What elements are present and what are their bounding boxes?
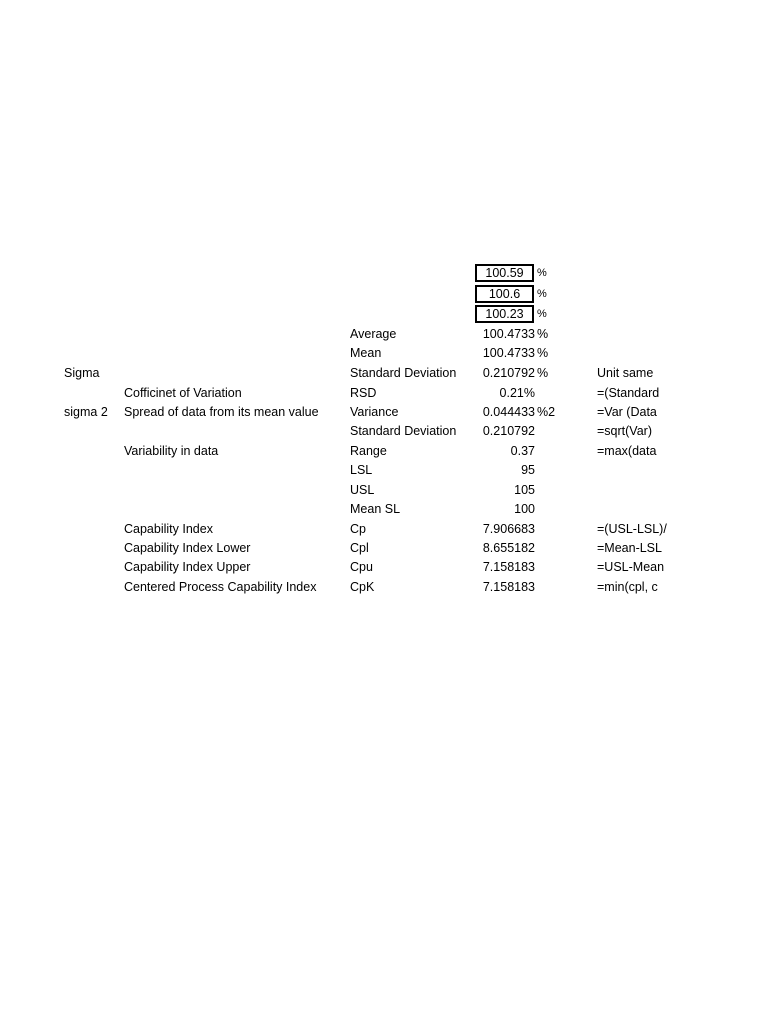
row-cpl-value: 8.655182 (482, 541, 535, 555)
row-variance-a: sigma 2 (64, 405, 108, 419)
row-cpk-label: CpK (350, 580, 375, 594)
row-cpk-value: 7.158183 (482, 580, 535, 594)
row-cpu-a (64, 558, 124, 577)
row-cp-a (64, 520, 124, 539)
row-variance-label: Variance (350, 405, 399, 419)
row-meansl-b (124, 500, 350, 519)
row-sigma-a: Sigma (64, 366, 100, 380)
input-unit-1: % (537, 267, 547, 279)
row-range-a (64, 442, 124, 461)
row-meansl-note (597, 500, 658, 519)
input-unit-2: % (537, 288, 547, 300)
row-rsd-description: Cofficinet of Variation (124, 386, 242, 400)
row-cpk-description: Centered Process Capability Index (124, 580, 317, 594)
row-meansl-value[interactable]: 100 (514, 502, 535, 516)
row-average-a (64, 325, 124, 344)
row-usl-a (64, 481, 124, 500)
row-range-note: =max(data (597, 444, 657, 458)
row-meansl-unit (537, 500, 577, 519)
row-sigma-note: Unit same (597, 366, 654, 380)
row-mean-note (597, 344, 658, 363)
row-usl-value[interactable]: 105 (514, 483, 535, 497)
row-sigma-label: Standard Deviation (350, 366, 457, 380)
row-stdev2-label: Standard Deviation (350, 424, 457, 438)
row-cpu-label: Cpu (350, 560, 373, 574)
row-range-label: Range (350, 444, 387, 458)
row-range-description: Variability in data (124, 444, 219, 458)
row-range-unit (537, 442, 577, 461)
row-sigma-value: 0.210792 (482, 366, 535, 380)
row-variance-value: 0.044433 (482, 405, 535, 419)
row-rsd-unit (537, 384, 577, 403)
row-cpu-description: Capability Index Upper (124, 560, 251, 574)
row-mean-a (64, 344, 124, 363)
row-average-note (597, 325, 658, 344)
row-cpk-note: =min(cpl, c (597, 580, 658, 594)
input-cell-1[interactable]: 100.59 (475, 264, 534, 282)
row-cpl-description: Capability Index Lower (124, 541, 251, 555)
row-cpu-note: =USL-Mean (597, 560, 665, 574)
row-lsl-value[interactable]: 95 (521, 463, 535, 477)
row-lsl-unit (537, 461, 577, 480)
input-unit-3: % (537, 308, 547, 320)
row-range-value: 0.37 (510, 444, 535, 458)
row-stdev2-unit (537, 422, 577, 441)
row-mean-value: 100.4733 (482, 346, 535, 360)
row-rsd-a (64, 384, 124, 403)
input-cell-3[interactable]: 100.23 (475, 305, 534, 323)
row-cp-description: Capability Index (124, 522, 213, 536)
row-cp-label: Cp (350, 522, 366, 536)
row-average-label: Average (350, 327, 397, 341)
row-sigma-unit: % (537, 366, 549, 380)
row-average-b (124, 325, 350, 344)
row-cpu-unit (537, 558, 577, 577)
row-cpk-unit (537, 578, 577, 597)
row-cpk-a (64, 578, 124, 597)
row-lsl-a (64, 461, 124, 480)
row-average-unit: % (537, 327, 549, 341)
row-mean-b (124, 344, 350, 363)
row-cpl-unit (537, 539, 577, 558)
row-meansl-a (64, 500, 124, 519)
input-cell-2[interactable]: 100.6 (475, 285, 534, 303)
row-meansl-label: Mean SL (350, 502, 401, 516)
row-rsd-label: RSD (350, 386, 377, 400)
row-usl-note (597, 481, 658, 500)
row-cp-value: 7.906683 (482, 522, 535, 536)
row-rsd-note: =(Standard (597, 386, 660, 400)
row-cpl-note: =Mean-LSL (597, 541, 662, 555)
row-lsl-b (124, 461, 350, 480)
row-stdev2-b (124, 422, 350, 441)
row-variance-unit: %2 (537, 405, 556, 419)
row-mean-label: Mean (350, 346, 382, 360)
row-cpl-label: Cpl (350, 541, 369, 555)
row-rsd-value: 0.21% (499, 386, 535, 400)
row-stdev2-note: =sqrt(Var) (597, 424, 652, 438)
row-cp-unit (537, 520, 577, 539)
row-cpl-a (64, 539, 124, 558)
row-average-value: 100.4733 (482, 327, 535, 341)
row-mean-unit: % (537, 346, 549, 360)
row-stdev2-a (64, 422, 124, 441)
row-sigma-b (124, 364, 350, 383)
row-usl-b (124, 481, 350, 500)
row-lsl-note (597, 461, 658, 480)
row-cp-note: =(USL-LSL)/ (597, 522, 667, 536)
row-variance-description: Spread of data from its mean value (124, 405, 319, 419)
row-usl-label: USL (350, 483, 375, 497)
row-usl-unit (537, 481, 577, 500)
row-cpu-value: 7.158183 (482, 560, 535, 574)
row-lsl-label: LSL (350, 463, 373, 477)
row-stdev2-value: 0.210792 (482, 424, 535, 438)
row-variance-note: =Var (Data (597, 405, 657, 419)
